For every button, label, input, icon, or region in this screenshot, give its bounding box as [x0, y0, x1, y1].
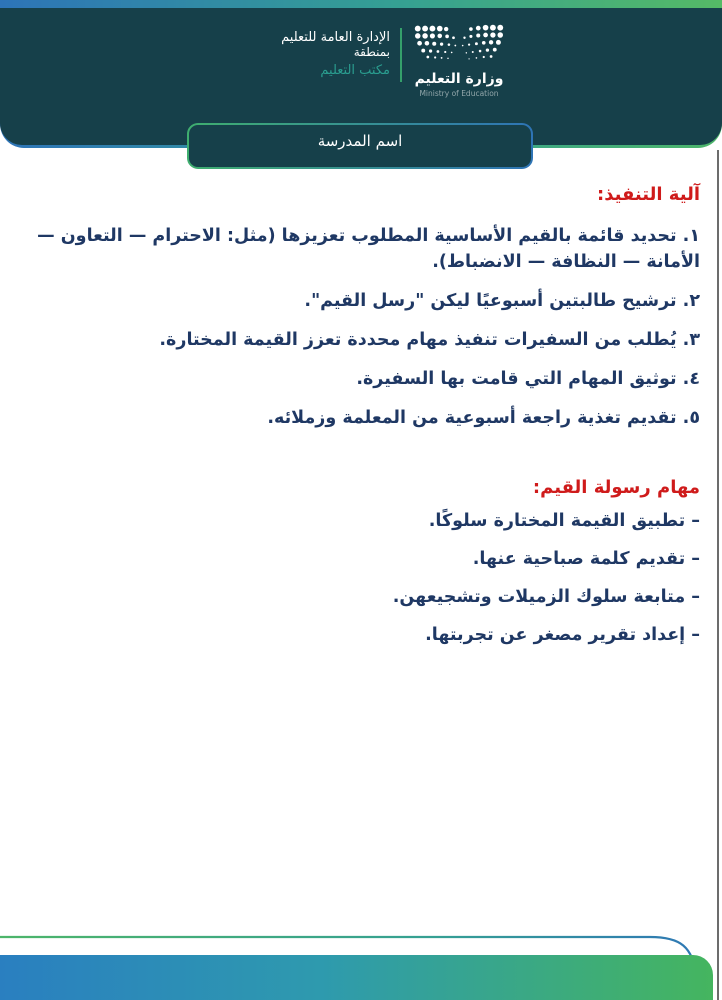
execution-item-1: ١. تحديد قائمة بالقيم الأساسية المطلوب تعزيزها (مثل: الاحترام — التعاون — الأمانة — النظافة — الانضباط). — [37, 226, 700, 272]
task-item-3: – متابعة سلوك الزميلات وتشجيعهن. — [392, 587, 700, 607]
task-item-2: – تقديم كلمة صباحية عنها. — [472, 549, 700, 569]
logo-divider — [400, 28, 402, 82]
footer-gradient-band — [0, 955, 713, 1000]
page-right-edge-line — [717, 150, 719, 1000]
department-line1: الإدارة العامة للتعليم — [281, 30, 390, 45]
values-messenger-tasks-heading: مهام رسولة القيم: — [532, 477, 700, 498]
ministry-name-english: Ministry of Education — [419, 89, 499, 98]
education-office-label: مكتب التعليم — [320, 63, 390, 78]
ministry-name-arabic: وزارة التعليم — [414, 71, 504, 87]
department-line2: بمنطقة — [353, 45, 390, 59]
ministry-lockup — [240, 24, 508, 136]
document-body — [28, 184, 700, 661]
execution-item-4: ٤. توثيق المهام التي قامت بها السفيرة. — [356, 369, 700, 389]
department-name — [240, 30, 390, 78]
ministry-of-education-logo — [411, 24, 507, 98]
logo-dots-icon — [413, 24, 505, 68]
execution-mechanism-heading: آلية التنفيذ: — [597, 184, 700, 205]
execution-item-5: ٥. تقديم تغذية راجعة أسبوعية من المعلمة وزملائه. — [267, 408, 700, 428]
school-name-tab: اسم المدرسة — [189, 125, 531, 167]
task-item-4: – إعداد تقرير مصغر عن تجربتها. — [425, 625, 700, 645]
execution-item-2: ٢. ترشيح طالبتين أسبوعيًا ليكن "رسل القيم". — [304, 291, 700, 311]
top-gradient-strip — [0, 0, 722, 8]
school-name-tab-border — [187, 123, 533, 169]
execution-item-3: ٣. يُطلب من السفيرات تنفيذ مهام محددة تعزز القيمة المختارة. — [159, 330, 700, 350]
task-item-1: – تطبيق القيمة المختارة سلوكًا. — [428, 511, 700, 531]
